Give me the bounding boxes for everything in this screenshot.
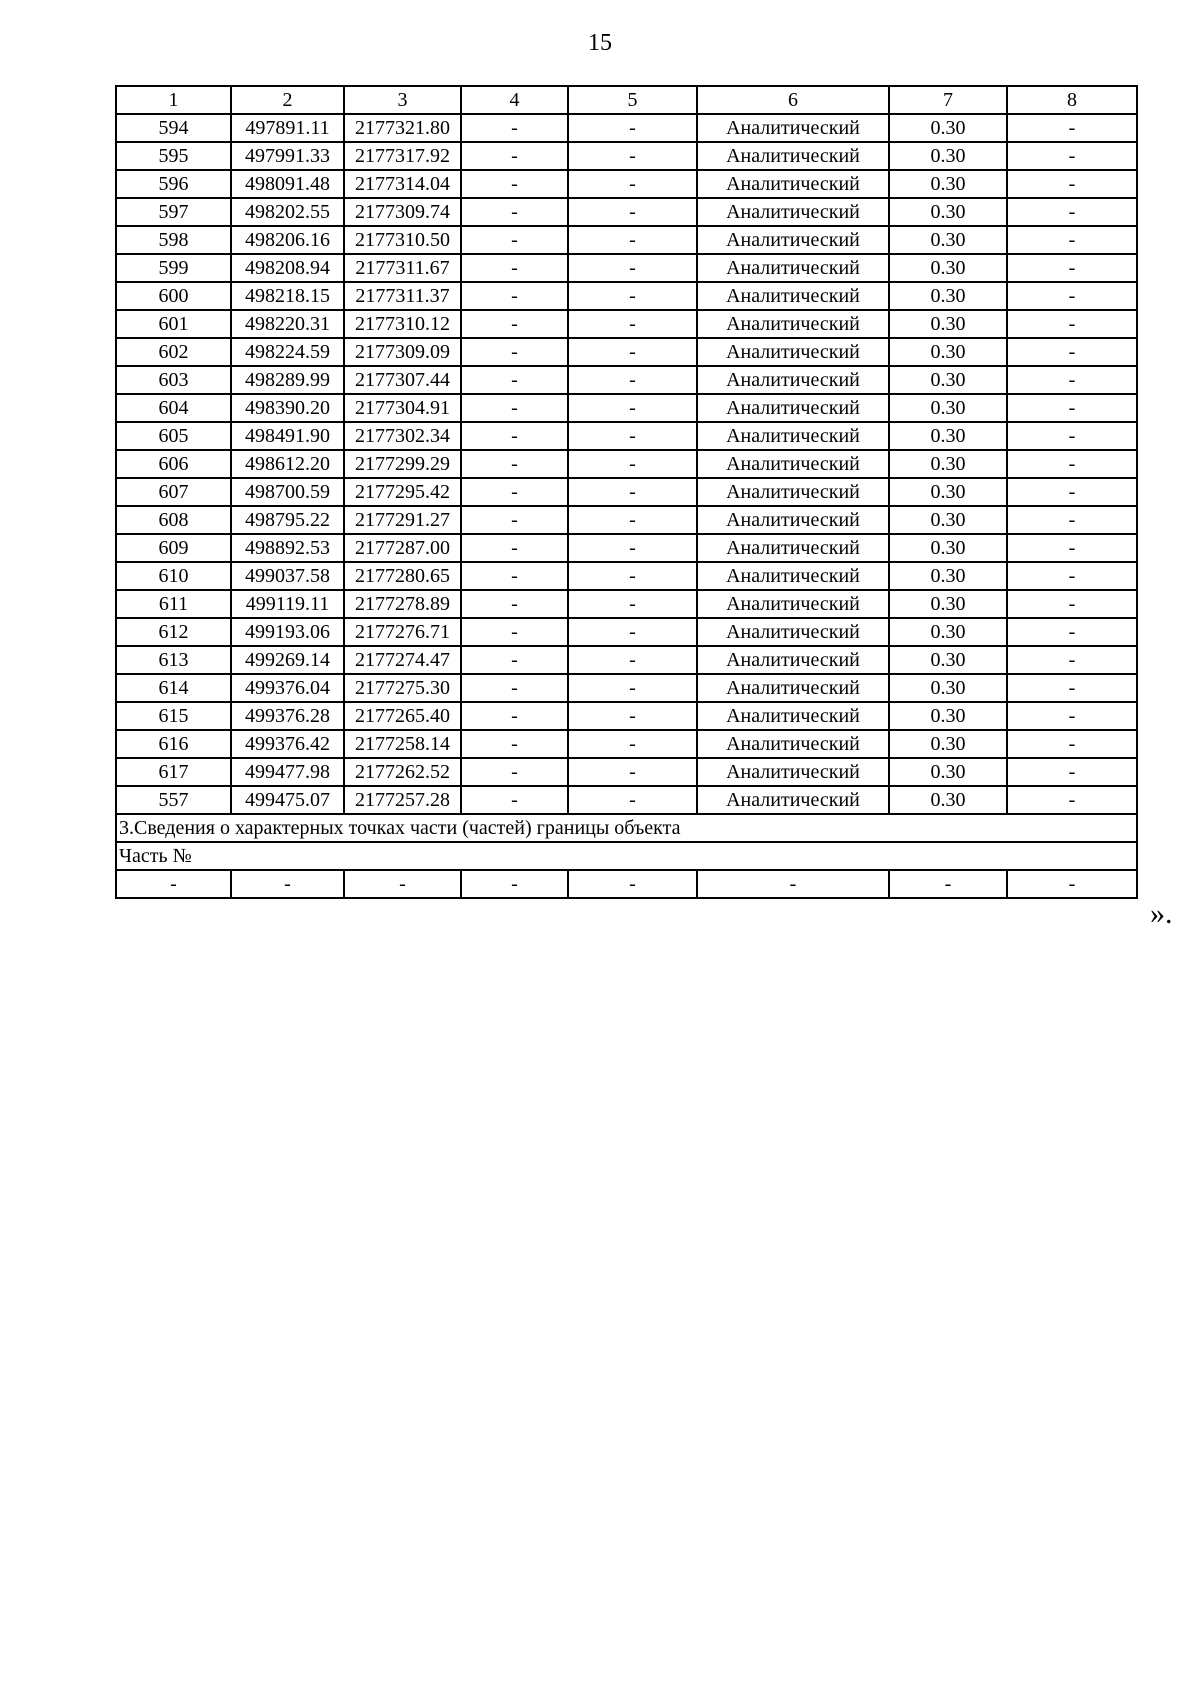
table-row (116, 534, 1137, 562)
table-cell: Аналитический (697, 730, 889, 758)
table-row (116, 310, 1137, 338)
table-cell: - (461, 366, 568, 394)
table-cell: 499119.11 (231, 590, 344, 618)
table-cell: Аналитический (697, 618, 889, 646)
table-cell: 617 (116, 758, 231, 786)
table-cell: - (568, 506, 697, 534)
table-cell: Аналитический (697, 786, 889, 814)
table-cell: - (568, 478, 697, 506)
coordinates-table (115, 85, 1138, 899)
header-cell: 2 (231, 86, 344, 114)
table-cell: Аналитический (697, 674, 889, 702)
table-cell: - (1007, 450, 1137, 478)
empty-cell: - (116, 870, 231, 898)
table-cell: 0.30 (889, 254, 1007, 282)
table-cell: - (568, 534, 697, 562)
table-cell: - (461, 394, 568, 422)
table-cell: 0.30 (889, 590, 1007, 618)
table-cell: Аналитический (697, 114, 889, 142)
table-cell: 2177280.65 (344, 562, 461, 590)
table-cell: 594 (116, 114, 231, 142)
table-cell: - (461, 450, 568, 478)
table-cell: - (568, 338, 697, 366)
header-cell: 1 (116, 86, 231, 114)
table-cell: - (461, 506, 568, 534)
table-cell: - (461, 198, 568, 226)
table-cell: - (461, 338, 568, 366)
table-cell: 498208.94 (231, 254, 344, 282)
table-cell: - (568, 366, 697, 394)
table-cell: 499376.42 (231, 730, 344, 758)
table-cell: 498220.31 (231, 310, 344, 338)
table-cell: 596 (116, 170, 231, 198)
table-cell: 609 (116, 534, 231, 562)
table-cell: - (461, 422, 568, 450)
table-row (116, 646, 1137, 674)
table-cell: - (1007, 786, 1137, 814)
table-cell: - (461, 702, 568, 730)
part-label: Часть № (116, 842, 1137, 870)
table-cell: - (1007, 254, 1137, 282)
table-row (116, 786, 1137, 814)
table-cell: 2177278.89 (344, 590, 461, 618)
table-row (116, 758, 1137, 786)
empty-cell: - (461, 870, 568, 898)
table-cell: Аналитический (697, 590, 889, 618)
table-cell: 2177257.28 (344, 786, 461, 814)
table-cell: 0.30 (889, 226, 1007, 254)
table-row (116, 198, 1137, 226)
table-cell: 2177310.50 (344, 226, 461, 254)
table-cell: - (461, 674, 568, 702)
table-row (116, 394, 1137, 422)
table-cell: - (1007, 506, 1137, 534)
table-cell: 0.30 (889, 282, 1007, 310)
table-cell: - (568, 226, 697, 254)
table-cell: - (568, 646, 697, 674)
table-cell: - (1007, 198, 1137, 226)
empty-cell: - (231, 870, 344, 898)
table-cell: 0.30 (889, 674, 1007, 702)
table-cell: - (461, 142, 568, 170)
table-cell: 0.30 (889, 422, 1007, 450)
header-cell: 3 (344, 86, 461, 114)
table-cell: - (1007, 562, 1137, 590)
table-cell: Аналитический (697, 282, 889, 310)
table-cell: 600 (116, 282, 231, 310)
table-cell: - (568, 618, 697, 646)
table-cell: 497991.33 (231, 142, 344, 170)
table-cell: - (461, 282, 568, 310)
table-cell: 0.30 (889, 338, 1007, 366)
table-cell: 2177309.09 (344, 338, 461, 366)
table-row (116, 142, 1137, 170)
table-row (116, 730, 1137, 758)
table-cell: - (461, 170, 568, 198)
table-row (116, 674, 1137, 702)
table-cell: Аналитический (697, 450, 889, 478)
empty-cell: - (1007, 870, 1137, 898)
table-cell: 2177311.37 (344, 282, 461, 310)
table-cell: Аналитический (697, 254, 889, 282)
table-cell: - (1007, 590, 1137, 618)
table-cell: 0.30 (889, 198, 1007, 226)
table-cell: 2177287.00 (344, 534, 461, 562)
table-cell: - (461, 562, 568, 590)
table-cell: 2177310.12 (344, 310, 461, 338)
header-cell: 5 (568, 86, 697, 114)
table-cell: - (568, 730, 697, 758)
table-cell: 595 (116, 142, 231, 170)
table-row (116, 422, 1137, 450)
table-cell: Аналитический (697, 170, 889, 198)
table-cell: Аналитический (697, 142, 889, 170)
table-cell: - (568, 674, 697, 702)
table-cell: 614 (116, 674, 231, 702)
table-cell: 2177311.67 (344, 254, 461, 282)
table-cell: 2177299.29 (344, 450, 461, 478)
table-cell: - (461, 618, 568, 646)
table-cell: - (568, 282, 697, 310)
table-cell: 557 (116, 786, 231, 814)
table-cell: 611 (116, 590, 231, 618)
table-cell: - (1007, 478, 1137, 506)
table-cell: - (568, 422, 697, 450)
table-cell: 2177304.91 (344, 394, 461, 422)
table-cell: - (568, 562, 697, 590)
table-cell: - (1007, 618, 1137, 646)
table-row (116, 506, 1137, 534)
table-cell: 498218.15 (231, 282, 344, 310)
table-cell: - (568, 786, 697, 814)
header-row (116, 86, 1137, 114)
table-cell: 598 (116, 226, 231, 254)
table-cell: Аналитический (697, 646, 889, 674)
section-title: 3.Сведения о характерных точках части (частей) границы объекта (116, 814, 1137, 842)
table-cell: - (1007, 646, 1137, 674)
table-cell: - (1007, 114, 1137, 142)
table-cell: 499477.98 (231, 758, 344, 786)
empty-part-row (116, 870, 1137, 898)
page-number: 15 (588, 30, 612, 56)
table-cell: - (461, 758, 568, 786)
table-row (116, 338, 1137, 366)
table-cell: 498700.59 (231, 478, 344, 506)
table-cell: Аналитический (697, 226, 889, 254)
table-cell: 603 (116, 366, 231, 394)
table-cell: - (568, 142, 697, 170)
table-cell: - (1007, 338, 1137, 366)
table-cell: 0.30 (889, 394, 1007, 422)
table-cell: 2177265.40 (344, 702, 461, 730)
table-cell: - (568, 310, 697, 338)
table-cell: - (568, 198, 697, 226)
table-cell: 499376.04 (231, 674, 344, 702)
table-cell: - (568, 170, 697, 198)
table-cell: 2177317.92 (344, 142, 461, 170)
table-cell: - (461, 590, 568, 618)
table-cell: 498892.53 (231, 534, 344, 562)
table-cell: 599 (116, 254, 231, 282)
table-cell: 2177307.44 (344, 366, 461, 394)
table-cell: Аналитический (697, 506, 889, 534)
table-row (116, 226, 1137, 254)
table-cell: 0.30 (889, 702, 1007, 730)
table-cell: - (568, 450, 697, 478)
table-cell: 0.30 (889, 730, 1007, 758)
table-cell: - (461, 786, 568, 814)
empty-cell: - (344, 870, 461, 898)
table-cell: - (461, 534, 568, 562)
table-cell: 2177321.80 (344, 114, 461, 142)
table-cell: - (1007, 366, 1137, 394)
table-cell: 613 (116, 646, 231, 674)
table-cell: 499376.28 (231, 702, 344, 730)
table-cell: 615 (116, 702, 231, 730)
table-cell: 499269.14 (231, 646, 344, 674)
table-cell: 2177274.47 (344, 646, 461, 674)
header-cell: 7 (889, 86, 1007, 114)
table-cell: 0.30 (889, 310, 1007, 338)
table-cell: - (461, 310, 568, 338)
table-cell: Аналитический (697, 198, 889, 226)
table-cell: 606 (116, 450, 231, 478)
table-cell: 2177309.74 (344, 198, 461, 226)
table-row (116, 618, 1137, 646)
empty-cell: - (889, 870, 1007, 898)
table-row (116, 702, 1137, 730)
table-row (116, 450, 1137, 478)
table-cell: 2177276.71 (344, 618, 461, 646)
table-cell: 608 (116, 506, 231, 534)
table-cell: 499037.58 (231, 562, 344, 590)
table-cell: 610 (116, 562, 231, 590)
table-cell: 2177295.42 (344, 478, 461, 506)
table-cell: - (1007, 282, 1137, 310)
table-cell: 497891.11 (231, 114, 344, 142)
table-cell: - (461, 730, 568, 758)
table-cell: - (1007, 674, 1137, 702)
closing-quote-mark: ». (1150, 897, 1173, 930)
table-cell: 605 (116, 422, 231, 450)
table-row (116, 366, 1137, 394)
table-cell: - (461, 254, 568, 282)
header-cell: 4 (461, 86, 568, 114)
table-row (116, 590, 1137, 618)
table-cell: 2177291.27 (344, 506, 461, 534)
table-cell: - (1007, 702, 1137, 730)
table-row (116, 562, 1137, 590)
table-cell: - (461, 646, 568, 674)
table-cell: 2177314.04 (344, 170, 461, 198)
table-cell: 0.30 (889, 618, 1007, 646)
table-cell: Аналитический (697, 562, 889, 590)
table-row (116, 254, 1137, 282)
table-cell: 616 (116, 730, 231, 758)
table-body (116, 86, 1137, 898)
table-cell: - (1007, 394, 1137, 422)
table-cell: 612 (116, 618, 231, 646)
table-cell: - (461, 114, 568, 142)
table-cell: 602 (116, 338, 231, 366)
table-cell: 498224.59 (231, 338, 344, 366)
table-cell: Аналитический (697, 702, 889, 730)
table-row (116, 282, 1137, 310)
empty-cell: - (568, 870, 697, 898)
table-cell: 0.30 (889, 478, 1007, 506)
table-cell: 498091.48 (231, 170, 344, 198)
table-cell: - (568, 758, 697, 786)
table-cell: - (568, 590, 697, 618)
table-cell: - (461, 478, 568, 506)
table-cell: Аналитический (697, 422, 889, 450)
table-cell: - (568, 254, 697, 282)
table-cell: Аналитический (697, 394, 889, 422)
table-cell: 0.30 (889, 114, 1007, 142)
table-cell: - (1007, 226, 1137, 254)
table-cell: 0.30 (889, 534, 1007, 562)
table-cell: 498289.99 (231, 366, 344, 394)
part-row (116, 842, 1137, 870)
table-row (116, 114, 1137, 142)
empty-cell: - (697, 870, 889, 898)
table-cell: 2177275.30 (344, 674, 461, 702)
table-cell: 0.30 (889, 646, 1007, 674)
table-cell: Аналитический (697, 366, 889, 394)
table-cell: 597 (116, 198, 231, 226)
table-cell: 2177302.34 (344, 422, 461, 450)
table-cell: - (568, 702, 697, 730)
table-cell: Аналитический (697, 478, 889, 506)
table-cell: 0.30 (889, 170, 1007, 198)
table-cell: 0.30 (889, 758, 1007, 786)
table-cell: 2177262.52 (344, 758, 461, 786)
table-cell: 498206.16 (231, 226, 344, 254)
table-cell: 498390.20 (231, 394, 344, 422)
table-cell: 601 (116, 310, 231, 338)
table-cell: Аналитический (697, 310, 889, 338)
table-cell: - (1007, 310, 1137, 338)
table-cell: 0.30 (889, 506, 1007, 534)
table-cell: - (568, 394, 697, 422)
table-cell: 607 (116, 478, 231, 506)
section-title-row (116, 814, 1137, 842)
table-cell: 0.30 (889, 142, 1007, 170)
table-cell: 2177258.14 (344, 730, 461, 758)
table-cell: 604 (116, 394, 231, 422)
table-cell: 0.30 (889, 450, 1007, 478)
table-cell: - (1007, 170, 1137, 198)
table-cell: - (1007, 422, 1137, 450)
header-cell: 6 (697, 86, 889, 114)
table-cell: - (1007, 758, 1137, 786)
table-cell: - (461, 226, 568, 254)
table-row (116, 478, 1137, 506)
table-cell: Аналитический (697, 758, 889, 786)
table-cell: 498202.55 (231, 198, 344, 226)
table-cell: 498612.20 (231, 450, 344, 478)
table-cell: 0.30 (889, 366, 1007, 394)
table-cell: 0.30 (889, 562, 1007, 590)
table-cell: - (568, 114, 697, 142)
table-cell: Аналитический (697, 534, 889, 562)
table-cell: 499193.06 (231, 618, 344, 646)
table-cell: 498795.22 (231, 506, 344, 534)
table-row (116, 170, 1137, 198)
header-cell: 8 (1007, 86, 1137, 114)
table-cell: - (1007, 534, 1137, 562)
table-cell: 0.30 (889, 786, 1007, 814)
table-cell: - (1007, 142, 1137, 170)
table-cell: 498491.90 (231, 422, 344, 450)
table-cell: Аналитический (697, 338, 889, 366)
table-cell: - (1007, 730, 1137, 758)
table-cell: 499475.07 (231, 786, 344, 814)
